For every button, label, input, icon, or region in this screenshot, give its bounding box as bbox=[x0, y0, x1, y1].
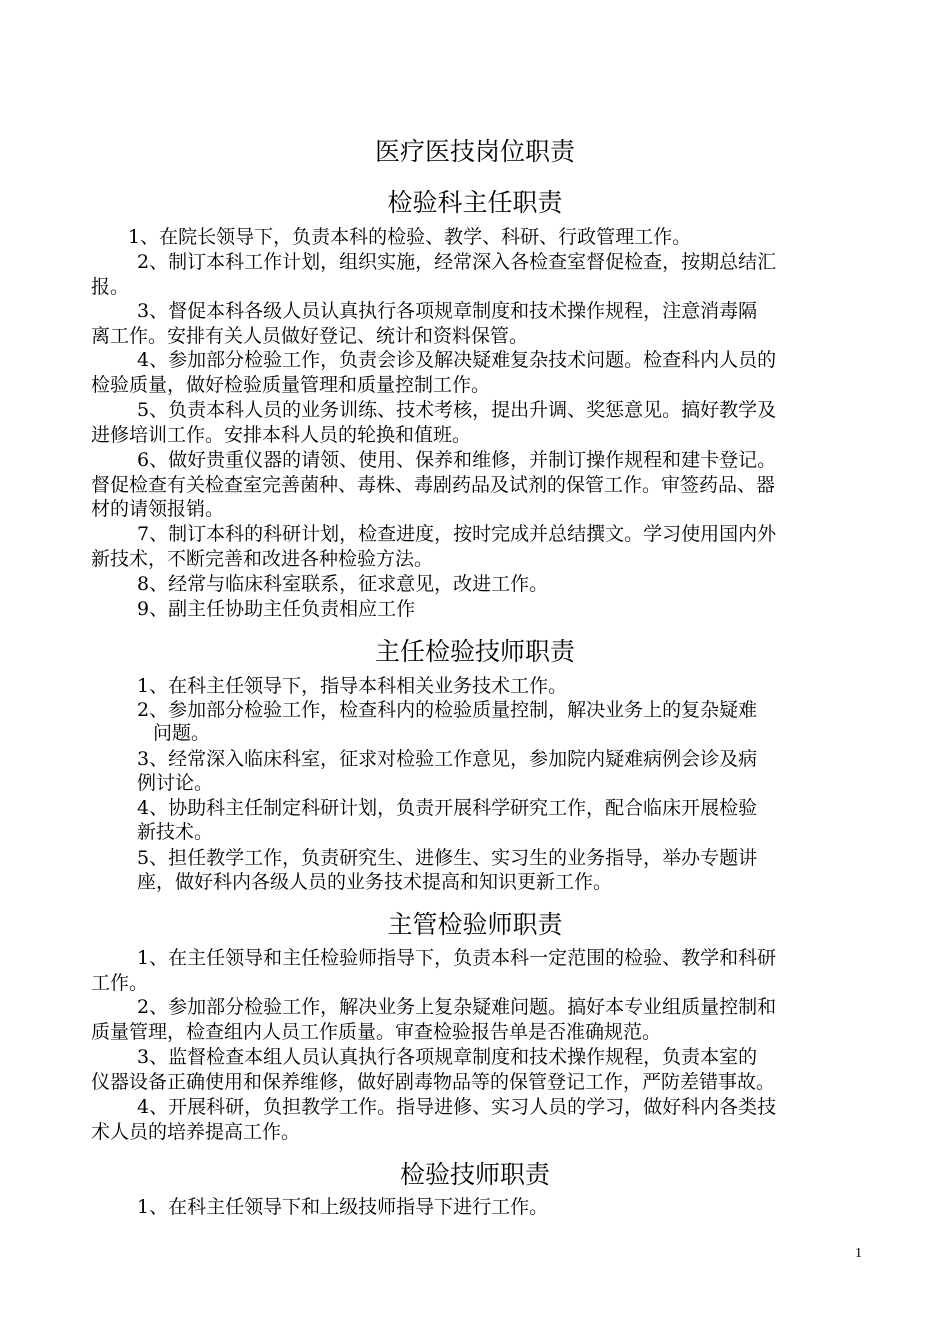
paragraph-line: 6、做好贵重仪器的请领、使用、保养和维修，并制订操作规程和建卡登记。 bbox=[137, 449, 777, 471]
page-number: 1 bbox=[855, 1246, 862, 1261]
paragraph-line: 4、开展科研，负担教学工作。指导进修、实习人员的学习，做好科内各类技 bbox=[137, 1096, 777, 1118]
section-heading: 主管检验师职责 bbox=[387, 910, 563, 939]
paragraph-line: 工作。 bbox=[91, 972, 149, 994]
paragraph-line: 仪器设备正确使用和保养维修，做好剧毒物品等的保管登记工作，严防差错事故。 bbox=[91, 1071, 776, 1093]
paragraph-line: 9、副主任协助主任负责相应工作 bbox=[137, 598, 416, 620]
document-title: 医疗医技岗位职责 bbox=[374, 137, 575, 166]
section-heading: 检验科主任职责 bbox=[387, 188, 563, 217]
section-heading: 主任检验技师职责 bbox=[374, 637, 575, 666]
paragraph-line: 座，做好科内各级人员的业务技术提高和知识更新工作。 bbox=[137, 871, 613, 893]
paragraph-line: 1、在科主任领导下和上级技师指导下进行工作。 bbox=[137, 1196, 549, 1218]
paragraph-line: 督促检查有关检查室完善菌种、毒株、毒剧药品及试剂的保管工作。审签药品、器 bbox=[91, 474, 776, 496]
paragraph-line: 1、在科主任领导下，指导本科相关业务技术工作。 bbox=[137, 675, 568, 697]
paragraph-line: 1、在院长领导下，负责本科的检验、教学、科研、行政管理工作。 bbox=[128, 226, 692, 248]
paragraph-line: 2、参加部分检验工作，解决业务上复杂疑难问题。搞好本专业组质量控制和 bbox=[137, 996, 777, 1018]
paragraph-line: 离工作。安排有关人员做好登记、统计和资料保管。 bbox=[91, 325, 529, 347]
paragraph-line: 3、督促本科各级人员认真执行各项规章制度和技术操作规程，注意消毒隔 bbox=[137, 300, 758, 322]
paragraph-line: 7、制订本科的科研计划，检查进度，按时完成并总结撰文。学习使用国内外 bbox=[137, 523, 777, 545]
paragraph-line: 术人员的培养提高工作。 bbox=[91, 1121, 301, 1143]
paragraph-line: 例讨论。 bbox=[137, 772, 214, 794]
paragraph-line: 3、监督检查本组人员认真执行各项规章制度和技术操作规程，负责本室的 bbox=[137, 1046, 758, 1068]
paragraph-line: 2、制订本科工作计划，组织实施，经常深入各检查室督促检查，按期总结汇 bbox=[137, 251, 777, 273]
paragraph-line: 进修培训工作。安排本科人员的轮换和值班。 bbox=[91, 424, 472, 446]
paragraph-line: 新技术。 bbox=[137, 821, 214, 843]
paragraph-line: 5、担任教学工作，负责研究生、进修生、实习生的业务指导，举办专题讲 bbox=[137, 847, 758, 869]
section-heading: 检验技师职责 bbox=[399, 1160, 550, 1189]
paragraph-line: 8、经常与临床科室联系，征求意见，改进工作。 bbox=[137, 573, 549, 595]
paragraph-line: 3、经常深入临床科室，征求对检验工作意见，参加院内疑难病例会诊及病 bbox=[137, 748, 758, 770]
paragraph-line: 新技术，不断完善和改进各种检验方法。 bbox=[91, 548, 434, 570]
paragraph-line: 问题。 bbox=[153, 722, 211, 744]
paragraph-line: 检验质量，做好检验质量管理和质量控制工作。 bbox=[91, 374, 491, 396]
paragraph-line: 4、参加部分检验工作，负责会诊及解决疑难复杂技术问题。检查科内人员的 bbox=[137, 349, 777, 371]
paragraph-line: 5、负责本科人员的业务训练、技术考核，提出升调、奖惩意见。搞好教学及 bbox=[137, 399, 777, 421]
paragraph-line: 1、在主任领导和主任检验师指导下，负责本科一定范围的检验、教学和科研 bbox=[137, 947, 777, 969]
paragraph-line: 2、参加部分检验工作，检查科内的检验质量控制，解决业务上的复杂疑难 bbox=[137, 699, 758, 721]
paragraph-line: 材的请领报销。 bbox=[91, 498, 225, 520]
paragraph-line: 报。 bbox=[91, 276, 130, 298]
paragraph-line: 4、协助科主任制定科研计划，负责开展科学研究工作，配合临床开展检验 bbox=[137, 797, 758, 819]
paragraph-line: 质量管理，检查组内人员工作质量。审查检验报告单是否准确规范。 bbox=[91, 1021, 662, 1043]
